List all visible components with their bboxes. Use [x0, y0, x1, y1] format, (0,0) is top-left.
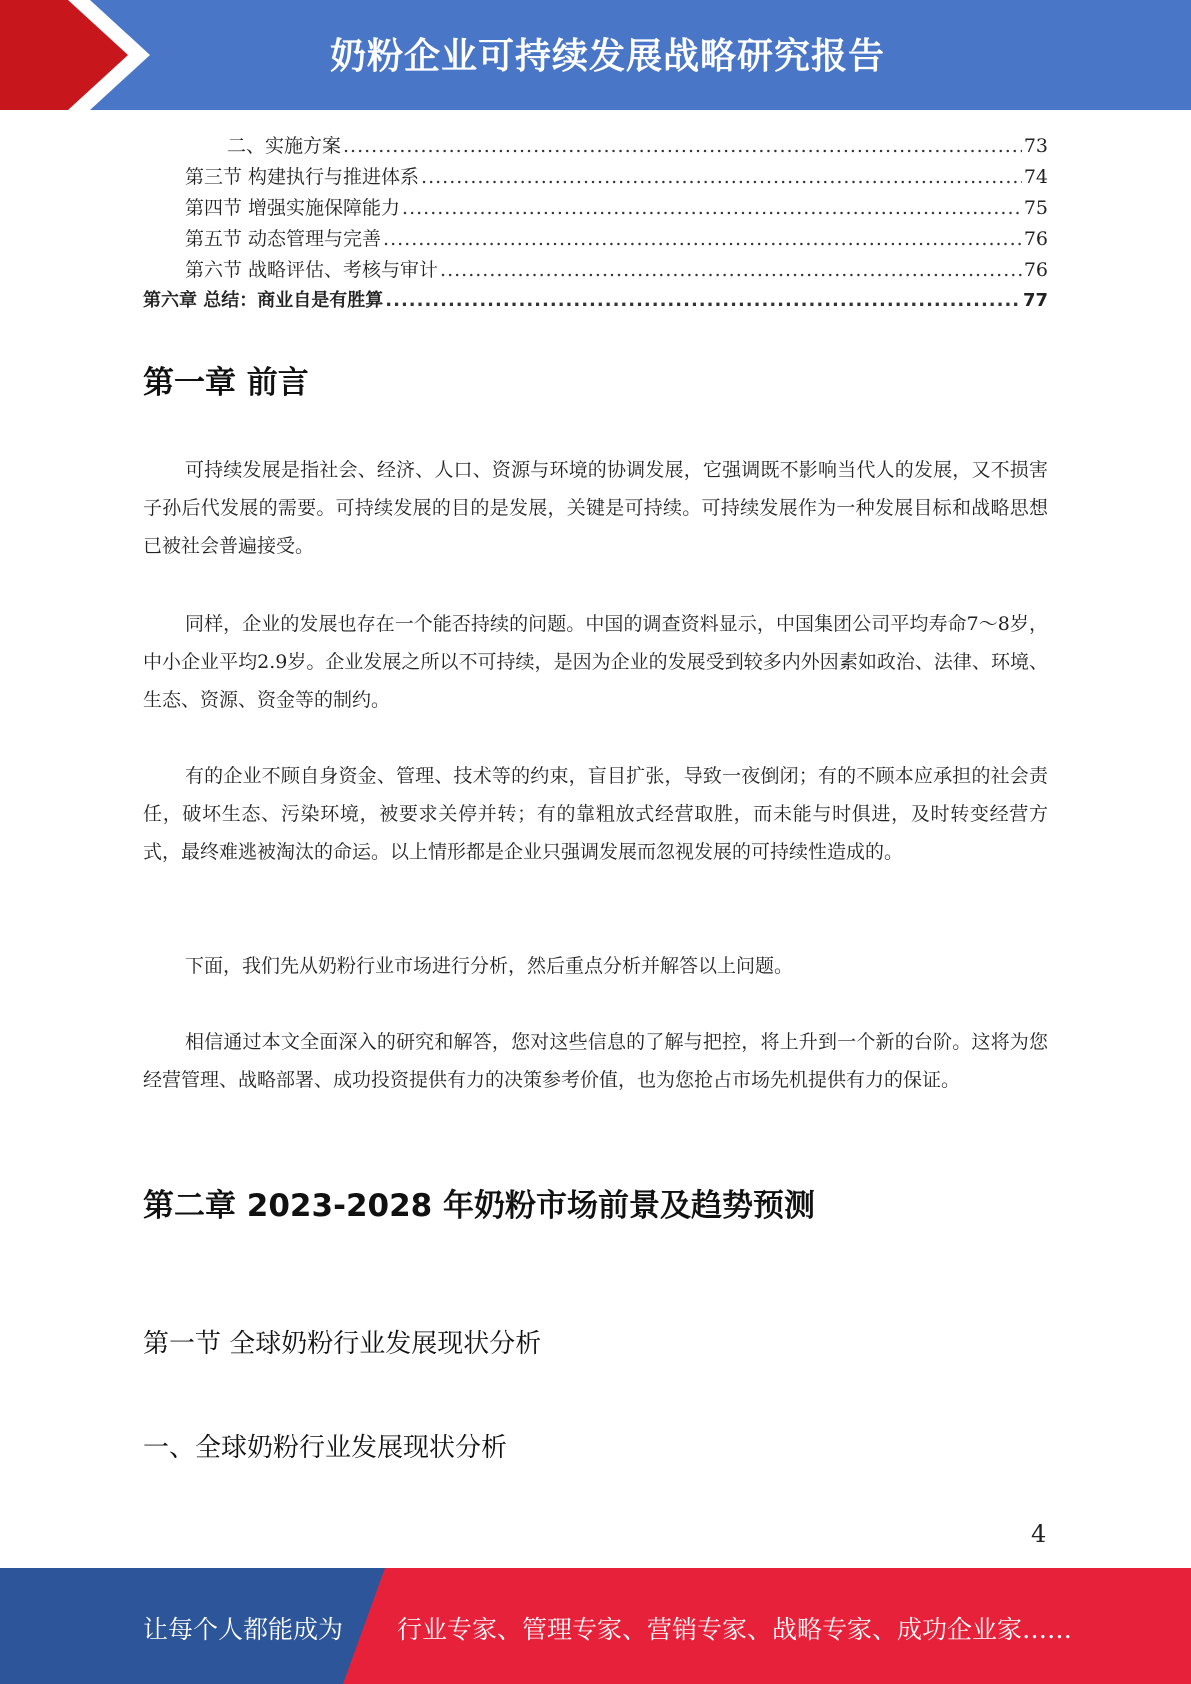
toc-entry-title: 第六章 总结：商业自是有胜算 [143, 290, 384, 311]
toc-entry[interactable] [143, 193, 1048, 224]
page-header [0, 0, 1191, 110]
body-paragraph: 同样，企业的发展也存在一个能否持续的问题。中国的调查资料显示，中国集团公司平均寿命7～8岁，中小企业平均2.9岁。企业发展之所以不可持续，是因为企业的发展受到较多内外因素如政治、法律、环境、生态、资源、资金等的制约。 [143, 613, 1048, 711]
chapter-heading: 第一章 前言 [143, 365, 309, 401]
toc-entry-title: 第六节 战略评估、考核与审计 [185, 259, 439, 281]
footer-slogan-right: 行业专家、管理专家、营销专家、战略专家、成功企业家…… [397, 1615, 1073, 1644]
toc-leader-dots [343, 135, 1022, 157]
report-title: 奶粉企业可持续发展战略研究报告 [329, 36, 885, 77]
body-paragraph: 有的企业不顾自身资金、管理、技术等的约束，盲目扩张，导致一夜倒闭；有的不顾本应承担的社会责任，破坏生态、污染环境，被要求关停并转；有的靠粗放式经营取胜，而未能与时俱进，及时转变经营方式，最终难逃被淘汰的命运。以上情形都是企业只强调发展而忽视发展的可持续性造成的。 [143, 765, 1048, 863]
toc-entry-title: 第五节 动态管理与完善 [185, 228, 382, 250]
chapter-heading: 第二章 2023-2028 年奶粉市场前景及趋势预测 [143, 1188, 816, 1224]
toc-entry-page: 75 [1023, 197, 1048, 219]
toc-leader-dots [440, 259, 1022, 281]
body-paragraph: 下面，我们先从奶粉行业市场进行分析，然后重点分析并解答以上问题。 [185, 955, 794, 977]
toc-leader-dots [421, 166, 1022, 188]
section-heading: 第一节 全球奶粉行业发展现状分析 [143, 1329, 542, 1359]
toc-entry-page: 73 [1023, 135, 1048, 157]
toc-entry-page: 77 [1022, 290, 1048, 311]
toc-entry-title: 第四节 增强实施保障能力 [185, 197, 401, 219]
toc-entry[interactable] [143, 255, 1048, 286]
body-paragraph: 可持续发展是指社会、经济、人口、资源与环境的协调发展，它强调既不影响当代人的发展，又不损害子孙后代发展的需要。可持续发展的目的是发展，关键是可持续。可持续发展作为一种发展目标和战略思想已被社会普遍接受。 [143, 459, 1048, 557]
toc-entry-title: 第三节 构建执行与推进体系 [185, 166, 420, 188]
page-footer [0, 1568, 1191, 1684]
toc-entry[interactable] [143, 286, 1048, 317]
toc-entry-page: 76 [1023, 228, 1048, 250]
toc-entry-page: 74 [1023, 166, 1048, 188]
toc-entry[interactable] [143, 224, 1048, 255]
toc-leader-dots [383, 228, 1022, 250]
subsection-heading: 一、全球奶粉行业发展现状分析 [143, 1433, 508, 1463]
toc-entry-page: 76 [1023, 259, 1048, 281]
page-number: 4 [1031, 1520, 1047, 1548]
footer-slogan-left: 让每个人都能成为 [143, 1615, 344, 1644]
toc-leader-dots [385, 290, 1021, 311]
toc-entry[interactable] [143, 131, 1048, 162]
toc-leader-dots [402, 197, 1022, 219]
toc-entry-title: 二、实施方案 [227, 135, 342, 157]
toc-entry[interactable] [143, 162, 1048, 193]
table-of-contents [143, 131, 1048, 317]
body-paragraph: 相信通过本文全面深入的研究和解答，您对这些信息的了解与把控，将上升到一个新的台阶。这将为您经营管理、战略部署、成功投资提供有力的决策参考价值，也为您抢占市场先机提供有力的保证。 [143, 1031, 1048, 1091]
